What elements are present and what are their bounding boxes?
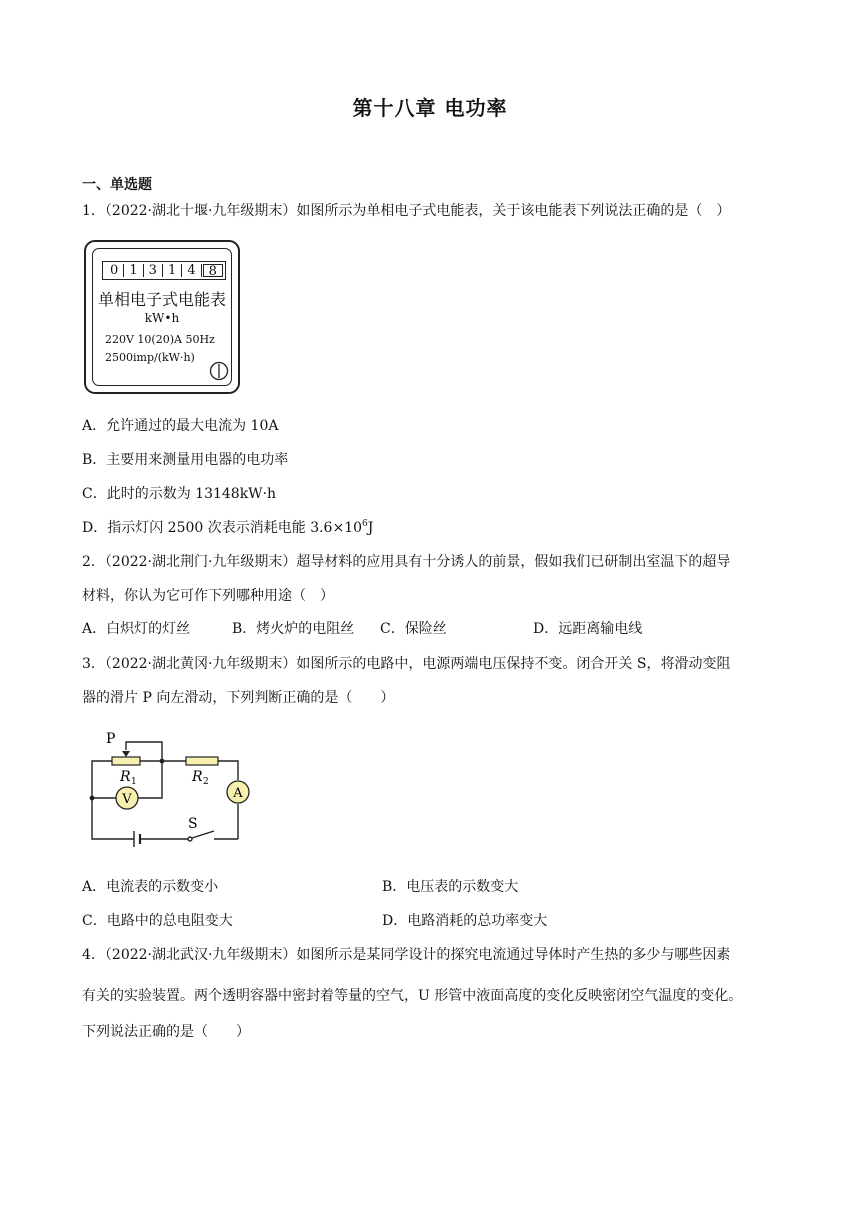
question-4-stem-line-3: 下列说法正确的是（ ）: [82, 1024, 250, 1040]
question-1-stem: 1．（2022·湖北十堰·九年级期末）如图所示为单相电子式电能表，关于该电能表下列说法正确的是（ ）: [82, 203, 731, 219]
question-2-option-c: C．保险丝: [380, 621, 447, 637]
r1-subscript: 1: [131, 777, 137, 787]
indicator-lamp-icon: [209, 361, 229, 381]
question-2-option-b: B．烤火炉的电阻丝: [232, 621, 355, 637]
option-d-unit: J: [367, 520, 374, 536]
question-3-option-b: B．电压表的示数变大: [382, 879, 519, 895]
junction-dot: [90, 796, 95, 801]
r1-label: R: [120, 769, 131, 785]
meter-spec-rating: 220V 10(20)A 50Hz: [105, 333, 215, 346]
r2-subscript: 2: [203, 777, 209, 787]
section-heading: 一、单选题: [82, 177, 152, 193]
question-3-option-c: C．电路中的总电阻变大: [82, 913, 233, 929]
option-d-text: D．指示灯闪 2500 次表示消耗电能 3.6×10: [82, 520, 363, 536]
meter-digit: 4: [182, 264, 201, 277]
meter-inner-frame: [92, 248, 232, 386]
question-2-option-a: A．白炽灯的灯丝: [82, 621, 191, 637]
question-4-stem-line-1: 4．（2022·湖北武汉·九年级期末）如图所示是某同学设计的探究电流通过导体时产生热的多少与哪些因素: [82, 947, 731, 963]
circuit-diagram: [82, 722, 262, 858]
meter-spec-constant: 2500imp/(kW·h): [105, 351, 195, 364]
slider-label: P: [106, 731, 116, 747]
ammeter-label: A: [233, 786, 243, 801]
meter-digit: 1: [124, 264, 143, 277]
meter-digit-display: [102, 261, 226, 280]
meter-unit: kW•h: [144, 311, 180, 325]
question-3-option-d: D．电路消耗的总功率变大: [382, 913, 548, 929]
question-1-option-a: A．允许通过的最大电流为 10A: [82, 418, 279, 434]
meter-digit-decimal: 8: [203, 264, 223, 277]
resistor-r2: [186, 757, 218, 765]
question-1-option-b: B．主要用来测量用电器的电功率: [82, 452, 289, 468]
question-2-stem-line-2: 材料，你认为它可作下列哪种用途（ ）: [82, 588, 334, 604]
question-3-stem-line-2: 器的滑片 P 向左滑动，下列判断正确的是（ ）: [82, 690, 395, 706]
question-3-option-a: A．电流表的示数变小: [82, 879, 219, 895]
meter-name: 单相电子式电能表: [97, 290, 226, 309]
option-d-exponent: 6: [362, 519, 368, 529]
junction-dot: [160, 759, 165, 764]
meter-digit: 0: [105, 264, 124, 277]
meter-digit: 1: [163, 264, 182, 277]
meter-digit: 3: [144, 264, 163, 277]
voltmeter-label: V: [122, 792, 132, 807]
resistor-r1: [112, 757, 140, 765]
question-4-stem-line-2: 有关的实验装置。两个透明容器中密封着等量的空气，U 形管中液面高度的变化反映密闭空气温度的变化。: [82, 988, 743, 1004]
question-1-option-d: [82, 518, 373, 538]
electric-meter-figure: [84, 240, 240, 394]
question-1-option-c: C．此时的示数为 13148kW·h: [82, 486, 277, 502]
question-3-stem-line-1: 3．（2022·湖北黄冈·九年级期末）如图所示的电路中，电源两端电压保持不变。闭合开关 S，将滑动变阻: [82, 656, 731, 672]
switch-label: S: [188, 816, 198, 832]
question-2-option-d: D．远距离输电线: [533, 621, 643, 637]
r2-label: R: [192, 769, 203, 785]
question-2-stem-line-1: 2．（2022·湖北荆门·九年级期末）超导材料的应用具有十分诱人的前景，假如我们已研制出室温下的超导: [82, 554, 731, 570]
page-title: 第十八章 电功率: [352, 96, 508, 120]
